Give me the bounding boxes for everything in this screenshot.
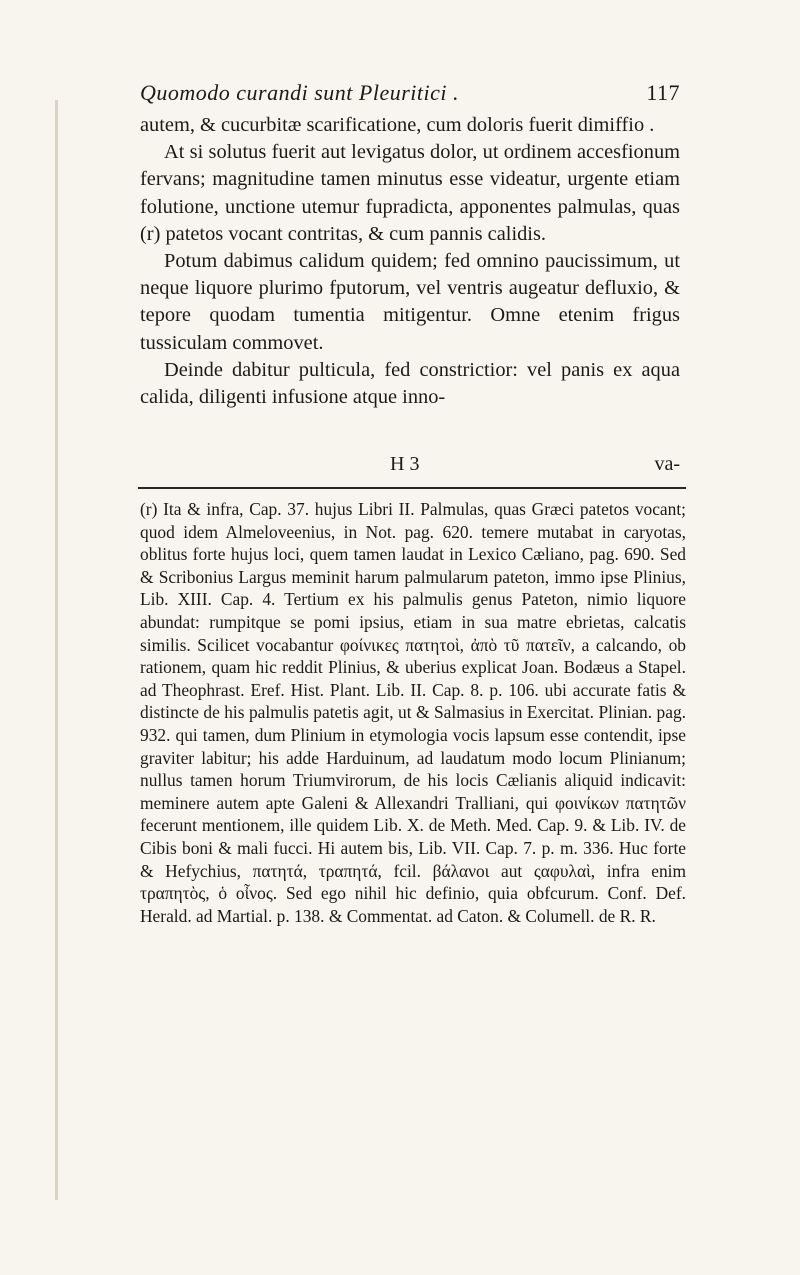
running-title: Quomodo curandi sunt Pleuritici . (140, 80, 459, 105)
catchword: va- (654, 453, 680, 475)
paragraph: At si solutus fuerit aut levigatus dolor, ut ordinem accesfionum fervans; magnitudine tamen minutus esse videatur, urgente etiam folutione, unctione utemur fupradicta, apponentes palmulas, quas (r) patetos vocant contritas, & cum pannis calidis. (140, 141, 680, 245)
footnote-text: (r) Ita & infra, Cap. 37. hujus Libri II. Palmulas, quas Græci patetos vocant; quod idem Almeloveenius, in Not. pag. 620. temere mutabat in caryotas, oblitus forte hujus loci, quem tamen laudat in Lexico Cæliano, pag. 690. Sed & Scribonius Largus meminit harum palmularum pateton, immo ipse Plinius, Lib. XIII. Cap. 4. Tertium ex his palmulis genus Pateton, nimio liquore abundat: rumpitque se pomi ipsius, etiam in sua matre ebrietas, calcatis similis. Scilicet vocabantur φοίνικες πατητοὶ, ἀπὸ τῦ πατεῖν, a calcando, ob rationem, quam hic reddit Plinius, & uberius explicat Joan. Bodæus a Stapel. ad Theophrast. Eref. Hist. Plant. Lib. II. Cap. 8. p. 106. ubi accurate fatis & distincte de his palmulis patetis agit, ut & Salmasius in Exercitat. Plinian. pag. 932. qui tamen, dum Plinium in etymologia vocis lapsum esse contendit, ipse graviter labitur; his adde Harduinum, ad laudatum modo locum Plinianum; nullus tamen horum Triumvirorum, de his locis Cælianis aliquid indicavit: meminere autem apte Galeni & Allexandri Tralliani, qui φοινίκων πατητῶν fecerunt mentionem, ille quidem Lib. X. de Meth. Med. Cap. 9. & Lib. IV. de Cibis boni & mali fucci. Hi autem bis, Lib. VII. Cap. 7. p. m. 336. Huc forte & Hefychius, πατητά, τραπητά, fcil. βάλανοι aut ςαφυλαὶ, infra enim τραπητὸς, ὁ οἶνος. Sed ego nihil hic definio, quia obfcurum. Conf. Def. Herald. ad Martial. p. 138. & Commentat. ad Caton. & Columell. de R. R. (140, 499, 686, 926)
paragraph: autem, & cucurbitæ scarificatione, cum doloris fuerit dimiffio . (140, 114, 655, 136)
main-text (140, 112, 680, 411)
gutter-shadow (55, 100, 58, 1200)
signature-mark: H 3 (390, 453, 420, 475)
footnote-divider (138, 487, 686, 489)
paragraph: Potum dabimus calidum quidem; fed omnino paucissimum, ut neque liquore plurimo fputorum, vel ventris augeatur defluxio, & tepore quodam tumentia mitigentur. Omne etenim frigus tussiculam commovet. (140, 250, 680, 354)
paragraph: Deinde dabitur pulticula, fed constrictior: vel panis ex aqua calida, diligenti infusione atque inno- (140, 358, 680, 409)
catchline (140, 453, 680, 481)
page-number: 117 (646, 80, 680, 105)
footnote (140, 498, 686, 927)
